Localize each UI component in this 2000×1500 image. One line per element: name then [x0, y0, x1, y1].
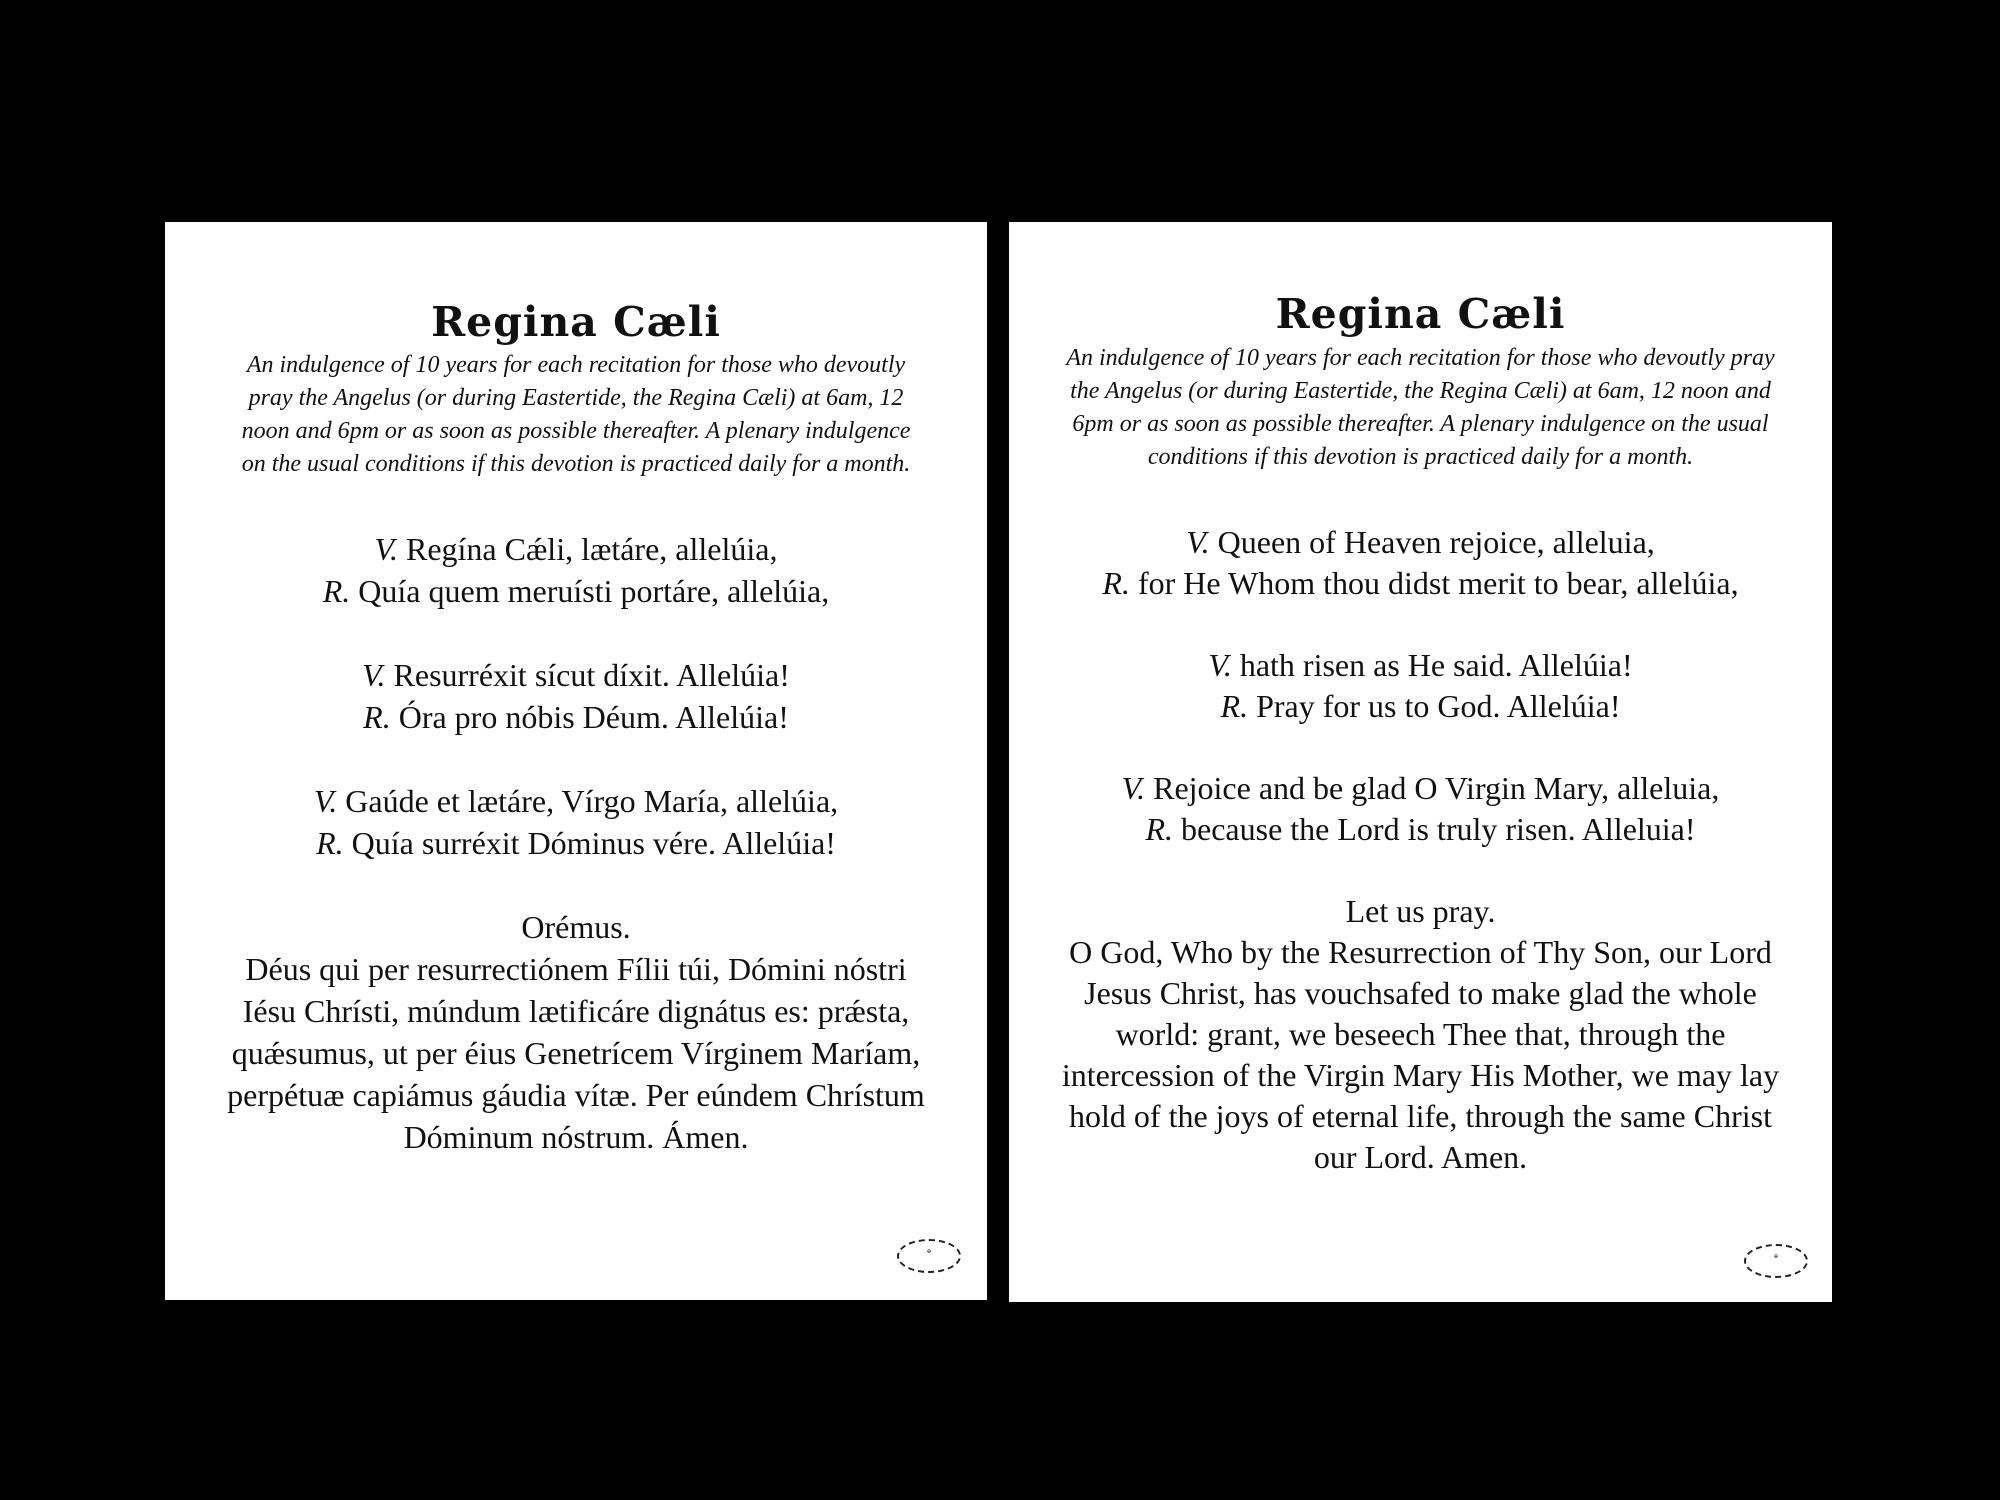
versicle-label: V. [374, 531, 398, 567]
response-text: Quía surréxit Dóminus vére. Allelúia! [351, 825, 836, 861]
latin-prayer-card [165, 222, 987, 1300]
versicle-label: V. [1208, 647, 1232, 683]
response-line [216, 570, 936, 612]
versicle-text: hath risen as He said. Allelúia! [1239, 647, 1633, 683]
versicle-text: Gaúde et lætáre, Vírgo María, allelúia, [345, 783, 839, 819]
response-label: R. [1145, 811, 1174, 847]
versicle-label: V. [1121, 770, 1146, 806]
versicle-label: V. [313, 783, 338, 819]
prayer-text: O God, Who by the Resurrection of Thy Son, our Lord Jesus Christ, has vouchsafed to make glad the whole world: grant, we beseech Thee that, through the intercession of the Virgin Mary His Mother, we may lay hold of the joys of eternal life, through the same Christ our Lord. Amen. [1061, 934, 1780, 1175]
response-text: Quía quem meruísti portáre, allelúia, [358, 573, 830, 609]
versicle-stanza [216, 528, 936, 612]
response-text: for He Whom thou didst merit to bear, allelúia, [1137, 565, 1739, 601]
prayer-body [216, 528, 936, 1158]
versicle-line [216, 780, 936, 822]
versicle-stanza [1061, 645, 1781, 727]
indulgence-note: An indulgence of 10 years for each recitation for those who devoutly pray the Angelus (or during Eastertide, the Regina Cæli) at 6am, 12 noon and 6pm or as soon as possible thereafter. A plenary indulgence on the usual conditions if this devotion is practiced daily for a month. [241, 352, 911, 477]
seal-icon: ✠ [1744, 1244, 1808, 1278]
versicle-stanza [216, 654, 936, 738]
response-line [216, 696, 936, 738]
versicle-label: V. [362, 657, 386, 693]
versicle-stanza [1061, 522, 1781, 604]
response-line [1061, 686, 1781, 727]
versicle-stanza [216, 780, 936, 864]
response-line [216, 822, 936, 864]
response-text: because the Lord is truly risen. Alleluia! [1181, 811, 1696, 847]
response-label: R. [316, 825, 344, 861]
versicle-line [1061, 645, 1781, 686]
versicle-line [216, 528, 936, 570]
indulgence-note: An indulgence of 10 years for each recitation for those who devoutly pray the Angelus (or during Eastertide, the Regina Cæli) at 6am, 12 noon and 6pm or as soon as possible thereafter. A plenary indulgence on the usual conditions if this devotion is practiced daily for a month. [1066, 345, 1775, 470]
response-text: Óra pro nóbis Déum. Allelúia! [398, 699, 789, 735]
response-label: R. [1102, 565, 1130, 601]
seal-icon: ✠ [897, 1239, 961, 1273]
response-label: R. [322, 573, 351, 609]
card-title: Regina Cæli [1275, 290, 1566, 338]
prayer-heading: Orémus. [521, 909, 631, 945]
prayer-text: Déus qui per resurrectiónem Fílii túi, Dómini nóstri Iésu Chrísti, múndum lætificáre dignátus es: prǽsta, quǽsumus, ut per éius Genetrícem Vírginem Maríam, perpétuæ capiámus gáudia vítæ. Per eúndem Chrístum Dóminum nóstrum. Ámen. [227, 951, 925, 1155]
versicle-text: Resurréxit sícut díxit. Allelúia! [393, 657, 790, 693]
versicle-text: Queen of Heaven rejoice, alleluia, [1217, 524, 1655, 560]
response-line [1061, 809, 1781, 850]
versicle-text: Regína Cǽli, lætáre, allelúia, [405, 531, 778, 567]
response-label: R. [363, 699, 391, 735]
response-line [1061, 563, 1781, 604]
versicle-line [216, 654, 936, 696]
versicle-label: V. [1186, 524, 1210, 560]
response-label: R. [1220, 688, 1249, 724]
versicle-text: Rejoice and be glad O Virgin Mary, alleluia, [1153, 770, 1720, 806]
card-title: Regina Cæli [431, 298, 721, 346]
versicle-line [1061, 768, 1781, 809]
prayer-heading: Let us pray. [1345, 893, 1496, 929]
versicle-line [1061, 522, 1781, 563]
versicle-stanza [1061, 768, 1781, 850]
english-prayer-card [1009, 222, 1832, 1302]
response-text: Pray for us to God. Allelúia! [1256, 688, 1621, 724]
prayer-body [1061, 522, 1781, 1178]
